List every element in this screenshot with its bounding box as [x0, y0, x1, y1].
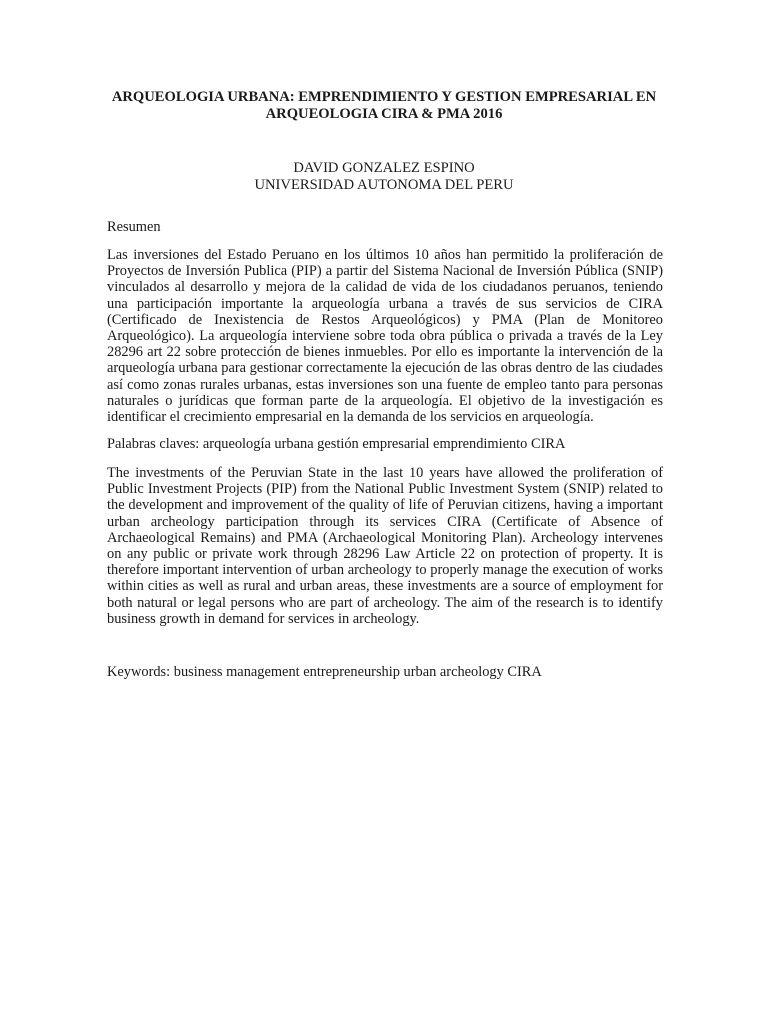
- author-name: DAVID GONZALEZ ESPINO: [293, 160, 475, 176]
- paper-title: ARQUEOLOGIA URBANA: EMPRENDIMIENTO Y GESTION EMPRESARIAL EN ARQUEOLOGIA CIRA & PMA 2016: [111, 89, 657, 122]
- author-affiliation: UNIVERSIDAD AUTONOMA DEL PERU: [254, 177, 514, 193]
- resumen-paragraph: Las inversiones del Estado Peruano en los últimos 10 años han permitido la proliferación de Proyectos de Inversión Publica (PIP) a partir del Sistema Nacional de Inversión Pública (SNIP) vinculados al desarrollo y mejora de la calidad de vida de los ciudadanos peruanos, teniendo una participación importante la arqueología urbana a través de sus servicios de CIRA (Certificado de Inexistencia de Restos Arqueológicos) y PMA (Plan de Monitoreo Arqueológico). La arqueología interviene sobre toda obra pública o privada a través de la Ley 28296 art 22 sobre protección de bienes inmuebles. Por ello es importante la intervención de la arqueología urbana para gestionar correctamente la ejecución de las obras dentro de las ciudades así como zonas rurales urbanas, estas inversiones son una fuente de empleo tanto para personas naturales o jurídicas que forman parte de la arqueología. El objetivo de la investigación es identificar el crecimiento empresarial en la demanda de los servicios en arqueología.: [107, 247, 663, 426]
- resumen-heading: Resumen: [107, 219, 161, 235]
- abstract-paragraph: The investments of the Peruvian State in the last 10 years have allowed the proliferation of Public Investment Projects (PIP) from the National Public Investment System (SNIP) related to the development and improvement of the quality of life of Peruvian citizens, having a important urban archeology participation through its services CIRA (Certificate of Absence of Archaeological Remains) and PMA (Archaeological Monitoring Plan). Archeology intervenes on any public or private work through 28296 Law Article 22 on protection of property. It is therefore important intervention of urban archeology to properly manage the execution of works within cities as well as rural and urban areas, these investments are a source of employment for both natural or legal persons who are part of archeology. The aim of the research is to identify business growth in demand for services in archeology.: [107, 465, 663, 627]
- keywords: Keywords: business management entrepreneurship urban archeology CIRA: [107, 664, 542, 680]
- palabras-claves: Palabras claves: arqueología urbana gestión empresarial emprendimiento CIRA: [107, 436, 566, 452]
- author-block: [100, 160, 668, 194]
